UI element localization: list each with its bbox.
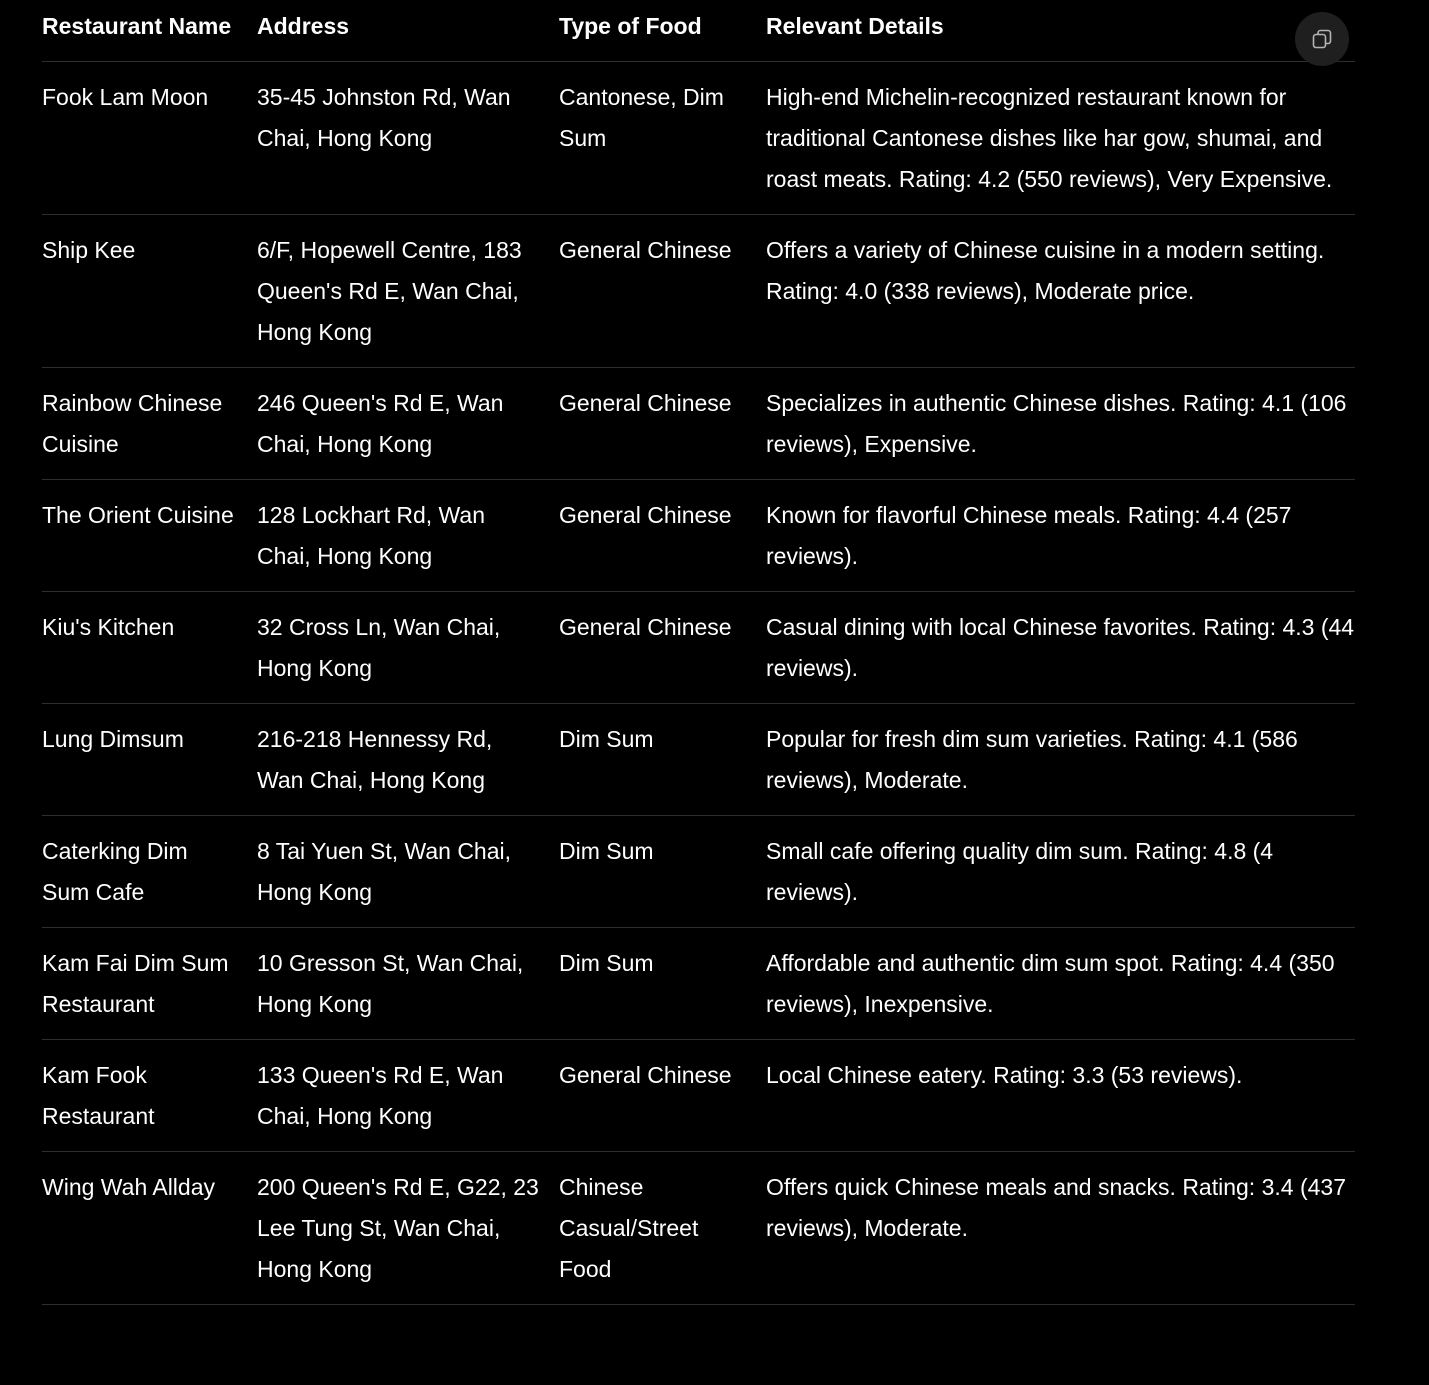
column-header-type-of-food: Type of Food <box>559 0 766 62</box>
cell-relevant-details: Small cafe offering quality dim sum. Rating: 4.8 (4 reviews). <box>766 816 1355 928</box>
cell-address: 10 Gresson St, Wan Chai, Hong Kong <box>257 928 559 1040</box>
cell-type-of-food: General Chinese <box>559 1040 766 1152</box>
restaurant-table <box>42 0 1355 1305</box>
cell-type-of-food: General Chinese <box>559 368 766 480</box>
restaurant-table-container <box>42 0 1355 1305</box>
cell-address: 216-218 Hennessy Rd, Wan Chai, Hong Kong <box>257 704 559 816</box>
cell-address: 32 Cross Ln, Wan Chai, Hong Kong <box>257 592 559 704</box>
cell-type-of-food: Dim Sum <box>559 816 766 928</box>
table-row <box>42 928 1355 1040</box>
table-row <box>42 1040 1355 1152</box>
table-row <box>42 704 1355 816</box>
cell-relevant-details: Local Chinese eatery. Rating: 3.3 (53 reviews). <box>766 1040 1355 1152</box>
cell-type-of-food: Dim Sum <box>559 704 766 816</box>
cell-type-of-food: General Chinese <box>559 592 766 704</box>
column-header-relevant-details: Relevant Details <box>766 0 1355 62</box>
cell-address: 200 Queen's Rd E, G22, 23 Lee Tung St, Wan Chai, Hong Kong <box>257 1152 559 1305</box>
table-row <box>42 368 1355 480</box>
cell-type-of-food: Cantonese, Dim Sum <box>559 62 766 215</box>
cell-relevant-details: Offers quick Chinese meals and snacks. Rating: 3.4 (437 reviews), Moderate. <box>766 1152 1355 1305</box>
cell-address: 35-45 Johnston Rd, Wan Chai, Hong Kong <box>257 62 559 215</box>
cell-type-of-food: General Chinese <box>559 215 766 368</box>
cell-address: 246 Queen's Rd E, Wan Chai, Hong Kong <box>257 368 559 480</box>
cell-relevant-details: High-end Michelin-recognized restaurant known for traditional Cantonese dishes like har gow, shumai, and roast meats. Rating: 4.2 (550 reviews), Very Expensive. <box>766 62 1355 215</box>
cell-address: 133 Queen's Rd E, Wan Chai, Hong Kong <box>257 1040 559 1152</box>
cell-relevant-details: Casual dining with local Chinese favorites. Rating: 4.3 (44 reviews). <box>766 592 1355 704</box>
cell-address: 6/F, Hopewell Centre, 183 Queen's Rd E, Wan Chai, Hong Kong <box>257 215 559 368</box>
table-row <box>42 62 1355 215</box>
cell-restaurant-name: Caterking Dim Sum Cafe <box>42 816 257 928</box>
cell-restaurant-name: Kiu's Kitchen <box>42 592 257 704</box>
table-row <box>42 480 1355 592</box>
table-row <box>42 816 1355 928</box>
cell-restaurant-name: Wing Wah Allday <box>42 1152 257 1305</box>
cell-restaurant-name: The Orient Cuisine <box>42 480 257 592</box>
table-header-row <box>42 0 1355 62</box>
cell-relevant-details: Affordable and authentic dim sum spot. Rating: 4.4 (350 reviews), Inexpensive. <box>766 928 1355 1040</box>
table-row <box>42 1152 1355 1305</box>
cell-restaurant-name: Fook Lam Moon <box>42 62 257 215</box>
cell-restaurant-name: Kam Fai Dim Sum Restaurant <box>42 928 257 1040</box>
cell-address: 8 Tai Yuen St, Wan Chai, Hong Kong <box>257 816 559 928</box>
column-header-restaurant-name: Restaurant Name <box>42 0 257 62</box>
cell-address: 128 Lockhart Rd, Wan Chai, Hong Kong <box>257 480 559 592</box>
cell-restaurant-name: Kam Fook Restaurant <box>42 1040 257 1152</box>
copy-table-button[interactable] <box>1295 12 1349 66</box>
cell-restaurant-name: Lung Dimsum <box>42 704 257 816</box>
column-header-address: Address <box>257 0 559 62</box>
cell-relevant-details: Offers a variety of Chinese cuisine in a modern setting. Rating: 4.0 (338 reviews), Moderate price. <box>766 215 1355 368</box>
cell-type-of-food: General Chinese <box>559 480 766 592</box>
copy-icon <box>1310 27 1334 51</box>
cell-relevant-details: Specializes in authentic Chinese dishes. Rating: 4.1 (106 reviews), Expensive. <box>766 368 1355 480</box>
cell-restaurant-name: Ship Kee <box>42 215 257 368</box>
table-row <box>42 215 1355 368</box>
cell-type-of-food: Dim Sum <box>559 928 766 1040</box>
cell-type-of-food: Chinese Casual/Street Food <box>559 1152 766 1305</box>
cell-relevant-details: Popular for fresh dim sum varieties. Rating: 4.1 (586 reviews), Moderate. <box>766 704 1355 816</box>
cell-restaurant-name: Rainbow Chinese Cuisine <box>42 368 257 480</box>
cell-relevant-details: Known for flavorful Chinese meals. Rating: 4.4 (257 reviews). <box>766 480 1355 592</box>
table-row <box>42 592 1355 704</box>
